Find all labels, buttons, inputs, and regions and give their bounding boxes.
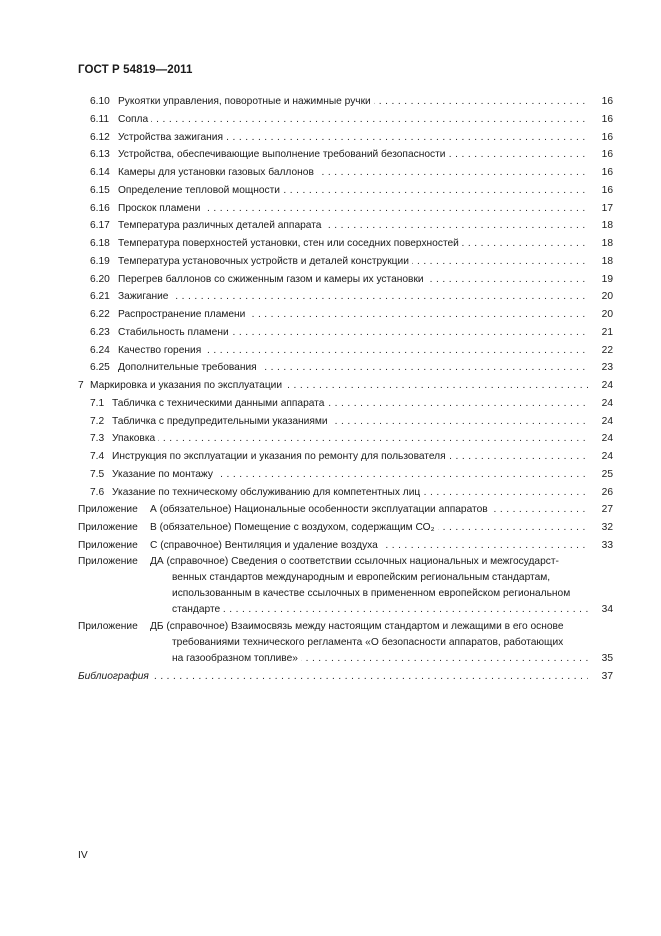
page-number: 18 bbox=[601, 238, 613, 249]
page-number: 24 bbox=[601, 398, 613, 409]
page-number: 32 bbox=[601, 522, 613, 533]
section-title: А (обязательное) Национальные особенности эксплуатации аппаратов . . . bbox=[150, 503, 588, 517]
bibliography-entry bbox=[0, 670, 661, 684]
toc-row bbox=[0, 587, 661, 601]
toc-row bbox=[0, 95, 661, 109]
toc-row bbox=[0, 539, 661, 553]
toc-row bbox=[0, 432, 661, 446]
page-number: 23 bbox=[601, 362, 613, 373]
toc-row bbox=[0, 166, 661, 180]
annex-title-line: использованным в качестве ссылочных в примененном европейском региональном bbox=[172, 588, 571, 599]
annex-title-line: ДБ (справочное) Взаимосвязь между настоящим стандартом и лежащими в его основе bbox=[150, 621, 564, 632]
toc-row bbox=[0, 415, 661, 429]
section-title: Маркировка и указания по эксплуатации . . . bbox=[90, 379, 588, 393]
section-title: Проскок пламени . . . bbox=[118, 202, 588, 216]
section-number: 6.18 bbox=[90, 238, 110, 249]
page-number: 16 bbox=[601, 96, 613, 107]
toc-row bbox=[0, 255, 661, 269]
toc-row bbox=[0, 344, 661, 358]
toc-row bbox=[0, 555, 661, 569]
page-number: 16 bbox=[601, 149, 613, 160]
section-title: Инструкция по эксплуатации и указания по ремонту для пользователя . . . bbox=[112, 450, 588, 464]
section-number: 6.13 bbox=[90, 149, 110, 160]
toc-row bbox=[0, 652, 661, 666]
section-title: Табличка с предупредительными указаниями . . . bbox=[112, 415, 588, 429]
section-title: Температура поверхностей установки, стен или соседних поверхностей . . . bbox=[118, 237, 588, 251]
section-number: 6.24 bbox=[90, 345, 110, 356]
section-title: Рукоятки управления, поворотные и нажимные ручки . . . bbox=[118, 95, 588, 109]
toc-row bbox=[0, 636, 661, 650]
toc-row bbox=[0, 326, 661, 340]
toc-row bbox=[0, 486, 661, 500]
section-title: Табличка с техническими данными аппарата . . . bbox=[112, 397, 588, 411]
toc-row bbox=[0, 379, 661, 393]
section-number: 6.14 bbox=[90, 167, 110, 178]
toc-row bbox=[0, 503, 661, 517]
section-title: Упаковка . . . bbox=[112, 432, 588, 446]
section-title: Температура установочных устройств и деталей конструкции . . . bbox=[118, 255, 588, 269]
page-number: 21 bbox=[601, 327, 613, 338]
toc-row bbox=[0, 148, 661, 162]
toc-row bbox=[0, 521, 661, 535]
page-number: 24 bbox=[601, 451, 613, 462]
section-number: 6.20 bbox=[90, 274, 110, 285]
page-number: 19 bbox=[601, 274, 613, 285]
section-number: 6.17 bbox=[90, 220, 110, 231]
page-number: 18 bbox=[601, 256, 613, 267]
section-number: 6.10 bbox=[90, 96, 110, 107]
section-title: Устройства, обеспечивающие выполнение требований безопасности . . . bbox=[118, 148, 588, 162]
section-number: 7.5 bbox=[90, 469, 105, 480]
section-title: Перегрев баллонов со сжиженным газом и камеры их установки . . . bbox=[118, 273, 588, 287]
section-number: 7 bbox=[78, 380, 84, 391]
section-title: Качество горения . . . bbox=[118, 344, 588, 358]
section-number: 6.25 bbox=[90, 362, 110, 373]
section-title: Дополнительные требования . . . bbox=[118, 361, 588, 375]
page-number: 20 bbox=[601, 291, 613, 302]
page-number: 17 bbox=[601, 203, 613, 214]
annex-title-line: на газообразном топливе» . . . bbox=[172, 652, 588, 666]
toc-row bbox=[0, 219, 661, 233]
section-number: 6.16 bbox=[90, 203, 110, 214]
page-number: 24 bbox=[601, 380, 613, 391]
section-number: 6.11 bbox=[90, 114, 110, 125]
annex-title-line: требованиями технического регламента «О безопасности аппаратов, работающих bbox=[172, 637, 564, 648]
toc-row bbox=[0, 237, 661, 251]
section-number: 7.1 bbox=[90, 398, 105, 409]
section-number: 7.6 bbox=[90, 487, 105, 498]
page-number: 27 bbox=[601, 504, 613, 515]
section-title: Сопла . . . bbox=[118, 113, 588, 127]
section-number: 6.15 bbox=[90, 185, 110, 196]
section-number: 6.22 bbox=[90, 309, 110, 320]
page-number: 35 bbox=[601, 653, 613, 664]
section-title: Устройства зажигания . . . bbox=[118, 131, 588, 145]
document-header: ГОСТ Р 54819—2011 bbox=[78, 64, 193, 76]
section-number: Приложение bbox=[78, 540, 138, 551]
page-number: 16 bbox=[601, 167, 613, 178]
section-title: Определение тепловой мощности . . . bbox=[118, 184, 588, 198]
section-number: 6.19 bbox=[90, 256, 110, 267]
page-number: 24 bbox=[601, 433, 613, 444]
toc-row bbox=[0, 202, 661, 216]
page-footer-number: IV bbox=[78, 850, 88, 861]
annex-label: Приложение bbox=[78, 556, 138, 567]
toc-row bbox=[0, 397, 661, 411]
toc-row bbox=[0, 184, 661, 198]
toc-row bbox=[0, 290, 661, 304]
section-number: 7.3 bbox=[90, 433, 105, 444]
page-number: 20 bbox=[601, 309, 613, 320]
section-number: 7.4 bbox=[90, 451, 105, 462]
toc-row bbox=[0, 603, 661, 617]
page-number: 37 bbox=[601, 671, 613, 682]
toc-row bbox=[0, 361, 661, 375]
toc-row bbox=[0, 620, 661, 634]
section-number: 7.2 bbox=[90, 416, 105, 427]
page-number: 18 bbox=[601, 220, 613, 231]
page-number: 16 bbox=[601, 185, 613, 196]
section-title: Зажигание . . . bbox=[118, 290, 588, 304]
annex-label: Приложение bbox=[78, 621, 138, 632]
bibliography-title: Библиография . . . bbox=[78, 670, 588, 684]
annex-title-line: стандарте . . . bbox=[172, 603, 588, 617]
section-title: С (справочное) Вентиляция и удаление воздуха . . . bbox=[150, 539, 588, 553]
section-title: Указание по монтажу . . . bbox=[112, 468, 588, 482]
page-number: 16 bbox=[601, 132, 613, 143]
section-title: В (обязательное) Помещение с воздухом, содержащим СО₂ . . . bbox=[150, 521, 588, 535]
toc-row bbox=[0, 113, 661, 127]
annex-title-line: венных стандартов международным и европейским региональным стандартам, bbox=[172, 572, 551, 583]
toc-row bbox=[0, 131, 661, 145]
page-number: 33 bbox=[601, 540, 613, 551]
toc-row bbox=[0, 273, 661, 287]
section-title: Температура различных деталей аппарата . . . bbox=[118, 219, 588, 233]
section-title: Камеры для установки газовых баллонов . . . bbox=[118, 166, 588, 180]
section-number: 6.21 bbox=[90, 291, 110, 302]
page-number: 25 bbox=[601, 469, 613, 480]
section-title: Указание по техническому обслуживанию для компетентных лиц . . . bbox=[112, 486, 588, 500]
section-number: 6.23 bbox=[90, 327, 110, 338]
section-title: Распространение пламени . . . bbox=[118, 308, 588, 322]
section-number: Приложение bbox=[78, 522, 138, 533]
section-number: 6.12 bbox=[90, 132, 110, 143]
page-number: 34 bbox=[601, 604, 613, 615]
page-number: 24 bbox=[601, 416, 613, 427]
toc-row bbox=[0, 468, 661, 482]
page-number: 26 bbox=[601, 487, 613, 498]
page-number: 22 bbox=[601, 345, 613, 356]
section-number: Приложение bbox=[78, 504, 138, 515]
toc-row bbox=[0, 571, 661, 585]
section-title: Стабильность пламени . . . bbox=[118, 326, 588, 340]
page-number: 16 bbox=[601, 114, 613, 125]
annex-title-line: ДА (справочное) Сведения о соответствии ссылочных национальных и межгосударст- bbox=[150, 556, 559, 567]
toc-row bbox=[0, 450, 661, 464]
toc-row bbox=[0, 308, 661, 322]
